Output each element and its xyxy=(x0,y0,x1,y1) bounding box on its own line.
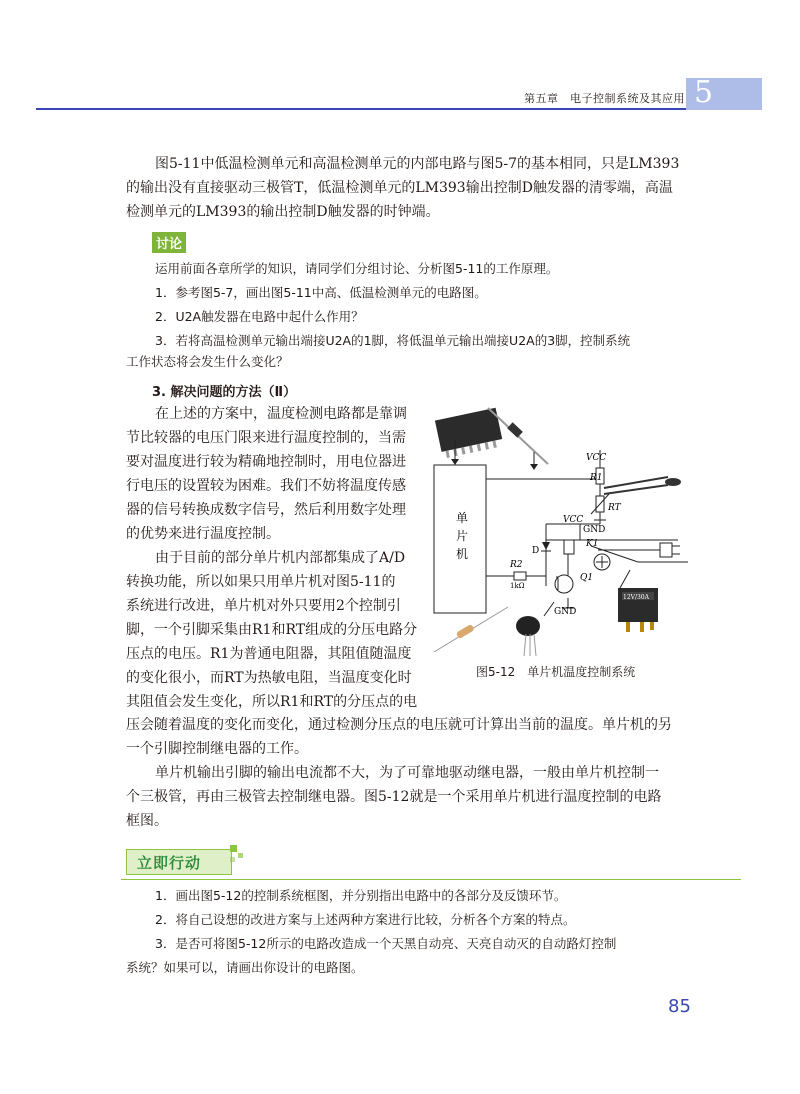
vcc-label: VCC xyxy=(586,453,607,463)
action-rule xyxy=(121,879,741,880)
discussion-line: 1．参考图5-7，画出图5-11中高、低温检测单元的电路图。 xyxy=(155,285,487,300)
intro-line-2: 的输出没有直接驱动三极管T，低温检测单元的LM393输出控制D触发器的清零端，高温 xyxy=(126,180,673,196)
k1-label: K1 xyxy=(586,539,599,549)
mcu-label: 机 xyxy=(456,547,469,561)
decor-square xyxy=(230,857,235,862)
r2-label: R2 xyxy=(510,560,523,570)
action-line: 2．将自己设想的改进方案与上述两种方案进行比较，分析各个方案的特点。 xyxy=(155,912,576,927)
relay-image xyxy=(618,588,658,632)
r1-label: R1 xyxy=(590,473,603,483)
gnd-label: GND xyxy=(583,525,606,535)
decor-square xyxy=(230,845,237,852)
ic-chip-image xyxy=(435,408,504,459)
discussion-line: 工作状态将会发生什么变化？ xyxy=(126,354,289,369)
discussion-tag: 讨论 xyxy=(152,232,186,253)
mcu-label: 单 xyxy=(456,511,469,525)
body-line: 要对温度进行较为精确地控制时，用电位器进 xyxy=(126,454,406,470)
lamp-icon xyxy=(594,554,610,570)
power-plug-icon xyxy=(660,543,680,557)
decor-square xyxy=(238,853,243,858)
body-line: 脚，一个引脚采集由R1和RT组成的分压电路分 xyxy=(126,622,418,638)
body-line: 的优势来进行温度控制。 xyxy=(126,526,280,542)
chapter-number: 5 xyxy=(694,75,714,110)
action-banner xyxy=(120,843,250,877)
body-line: 器的信号转换成数字信号，然后利用数字处理 xyxy=(126,502,406,518)
action-line: 系统？如果可以，请画出你设计的电路图。 xyxy=(126,960,364,975)
header-rule xyxy=(36,108,762,110)
action-box xyxy=(126,849,232,875)
body-line: 的变化很小，而RT为热敏电阻，当温度变化时 xyxy=(126,670,412,686)
rt-label: RT xyxy=(608,503,621,513)
q1-label: Q1 xyxy=(580,573,594,583)
body-line: 一个引脚控制继电器的工作。 xyxy=(126,741,308,757)
body-line: 压会随着温度的变化而变化，通过检测分压点的电压就可计算出当前的温度。单片机的另 xyxy=(126,717,672,733)
chapter-title: 第五章 电子控制系统及其应用 xyxy=(524,92,685,105)
figure-circuit-diagram xyxy=(428,402,768,660)
body-line: 系统进行改进，单片机对外只要用2个控制引 xyxy=(126,598,401,614)
page-number: 85 xyxy=(668,996,691,1017)
intro-line-3: 检测单元的LM393的输出控制D触发器的时钟端。 xyxy=(126,204,440,220)
diode-label: D xyxy=(532,546,540,556)
action-title: 立即行动 xyxy=(137,854,202,872)
chapter-tab xyxy=(686,75,762,110)
figure-caption: 图5-12 单片机温度控制系统 xyxy=(476,665,636,679)
relay-label: 12V/30A xyxy=(623,594,649,601)
discussion-line: 3．若将高温检测单元输出端接U2A的1脚，将低温单元输出端接U2A的3脚，控制系统 xyxy=(155,333,631,348)
section-title: 3. 解决问题的方法（Ⅱ） xyxy=(152,385,297,400)
discussion-line: 2．U2A触发器在电路中起什么作用？ xyxy=(155,309,364,324)
transistor-image xyxy=(516,616,540,656)
action-line: 3．是否可将图5-12所示的电路改造成一个天黑自动亮、天亮自动灭的自动路灯控制 xyxy=(155,936,617,951)
body-line: 其阻值会发生变化，所以R1和RT的分压点的电 xyxy=(126,694,418,710)
resistor-image xyxy=(434,607,508,652)
body-line: 框图。 xyxy=(126,813,168,829)
action-line: 1．画出图5-12的控制系统框图，并分别指出电路中的各部分及反馈环节。 xyxy=(155,888,567,903)
r2-value: 1kΩ xyxy=(510,582,525,590)
body-line: 转换功能，所以如果只用单片机对图5-11的 xyxy=(126,574,396,590)
body-line: 由于目前的部分单片机内部都集成了A/D xyxy=(155,550,406,566)
body-line: 行电压的设置较为困难。我们不妨将温度传感 xyxy=(126,478,406,494)
mcu-label: 片 xyxy=(456,529,469,543)
body-line: 在上述的方案中，温度检测电路都是靠调 xyxy=(155,406,407,422)
thermistor-probe-image xyxy=(604,477,681,494)
gnd-label: GND xyxy=(554,607,577,617)
vcc-label: VCC xyxy=(563,515,584,525)
body-line: 个三极管，再由三极管去控制继电器。图5-12就是一个采用单片机进行温度控制的电路 xyxy=(126,789,662,805)
body-line: 节比较器的电压门限来进行温度控制的，当需 xyxy=(126,430,406,446)
body-line: 单片机输出引脚的输出电流都不大，为了可靠地驱动继电器，一般由单片机控制一 xyxy=(155,765,659,781)
body-line: 压点的电压。R1为普通电阻器，其阻值随温度 xyxy=(126,646,412,662)
discussion-line: 运用前面各章所学的知识，请同学们分组讨论、分析图5-11的工作原理。 xyxy=(155,261,559,276)
intro-line-1: 图5-11中低温检测单元和高温检测单元的内部电路与图5-7的基本相同，只是LM393 xyxy=(155,156,680,172)
